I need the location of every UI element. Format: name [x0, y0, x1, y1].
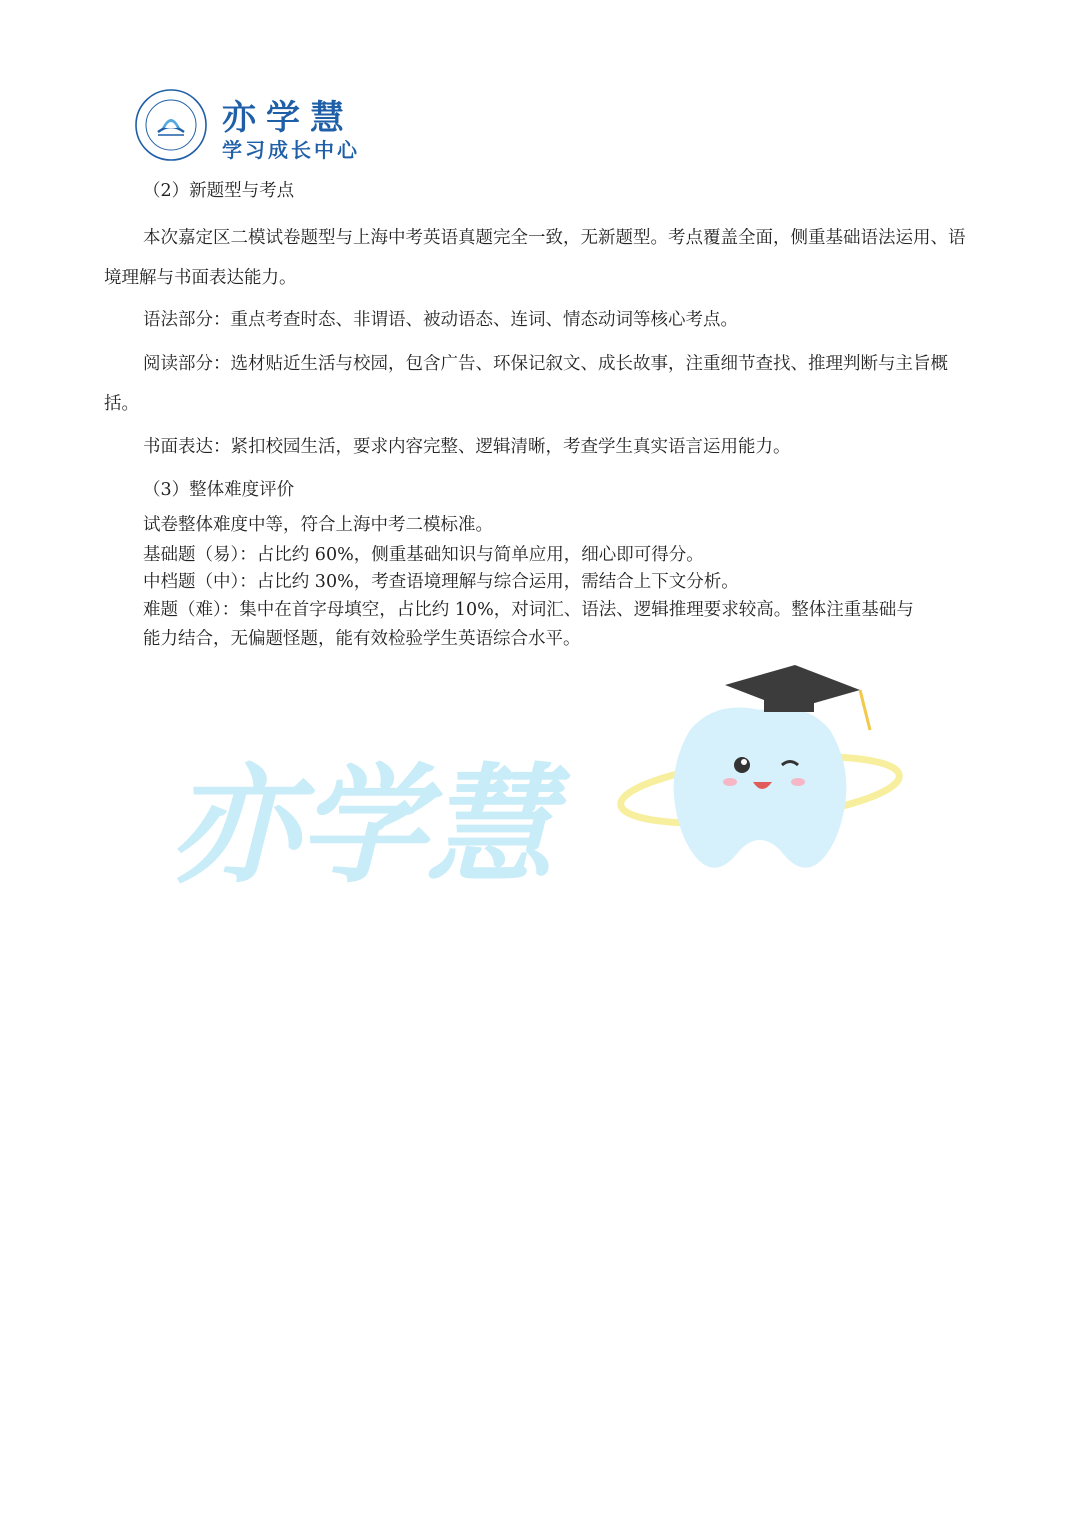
writing-paragraph: 书面表达：紧扣校园生活，要求内容完整、逻辑清晰，考查学生真实语言运用能力。 [143, 437, 791, 457]
hard-questions-line-1: 难题（难）：集中在首字母填空，占比约 10%，对词汇、语法、逻辑推理要求较高。整体注重基础与 [143, 600, 914, 620]
grammar-paragraph: 语法部分：重点考查时态、非谓语、被动语态、连词、情态动词等核心考点。 [143, 310, 738, 330]
hard-questions-line-2: 能力结合，无偏题怪题，能有效检验学生英语综合水平。 [143, 629, 581, 649]
watermark [170, 660, 930, 910]
medium-questions: 中档题（中）：占比约 30%，考查语境理解与综合运用，需结合上下文分析。 [143, 572, 739, 592]
header-logo [134, 88, 374, 168]
difficulty-summary: 试卷整体难度中等，符合上海中考二模标准。 [143, 515, 493, 535]
section-3-heading: （3）整体难度评价 [143, 480, 295, 500]
mascot-icon [618, 665, 903, 868]
reading-paragraph: 阅读部分：选材贴近生活与校园，包含广告、环保记叙文、成长故事，注重细节查找、推理判断与主旨概括。 [104, 354, 948, 414]
watermark-text: 亦学慧 [170, 752, 555, 901]
logo-seal-icon [134, 88, 208, 162]
section-2-intro: 本次嘉定区二模试卷题型与上海中考英语真题完全一致，无新题型。考点覆盖全面，侧重基础语法运用、语境理解与书面表达能力。 [104, 228, 966, 288]
easy-questions: 基础题（易）：占比约 60%，侧重基础知识与简单应用，细心即可得分。 [143, 545, 704, 565]
logo-name: 亦学慧 [222, 98, 354, 138]
section-2-heading: （2）新题型与考点 [143, 181, 295, 201]
logo-subtitle: 学习成长中心 [222, 138, 360, 162]
